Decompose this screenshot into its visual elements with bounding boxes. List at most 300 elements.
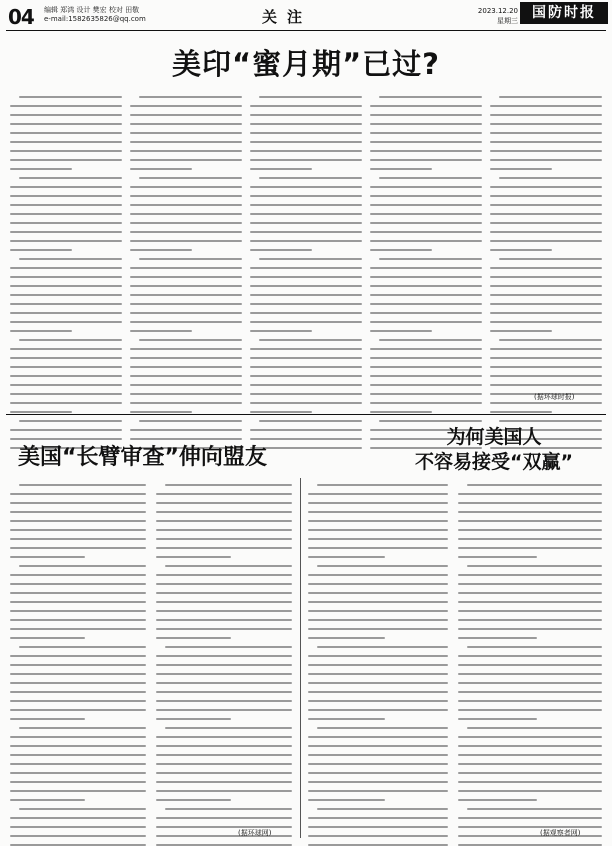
text-line — [458, 718, 537, 720]
text-line — [156, 709, 292, 711]
text-line — [250, 357, 362, 359]
text-line — [259, 258, 362, 260]
article-column — [308, 484, 448, 846]
text-line — [458, 700, 602, 702]
text-line — [10, 709, 146, 711]
text-line — [156, 781, 292, 783]
text-line — [250, 213, 362, 215]
text-line — [130, 294, 242, 296]
text-line — [250, 348, 362, 350]
column-separator — [300, 478, 301, 838]
text-line — [370, 249, 432, 251]
text-line — [370, 186, 482, 188]
text-line — [490, 312, 602, 314]
text-line — [458, 511, 602, 513]
text-line — [490, 357, 602, 359]
text-line — [490, 195, 602, 197]
text-line — [10, 790, 146, 792]
text-line — [130, 393, 242, 395]
text-line — [130, 429, 242, 431]
text-line — [490, 186, 602, 188]
text-line — [156, 799, 231, 801]
text-line — [370, 114, 482, 116]
text-line — [10, 429, 122, 431]
byline-credit: (据环球时报) — [534, 393, 575, 401]
text-line — [250, 312, 362, 314]
text-line — [250, 411, 312, 413]
text-line — [370, 312, 482, 314]
text-line — [10, 520, 146, 522]
text-line — [10, 763, 146, 765]
text-line — [370, 411, 432, 413]
text-line — [156, 772, 292, 774]
text-line — [458, 619, 602, 621]
text-line — [156, 682, 292, 684]
text-line — [458, 628, 602, 630]
text-line — [370, 375, 482, 377]
text-line — [317, 808, 448, 810]
text-line — [10, 294, 122, 296]
text-line — [130, 276, 242, 278]
text-line — [10, 610, 146, 612]
text-line — [308, 556, 385, 558]
text-line — [10, 511, 146, 513]
byline-credit: (据环球网) — [238, 829, 272, 837]
text-line — [10, 754, 146, 756]
text-line — [490, 123, 602, 125]
text-line — [308, 583, 448, 585]
text-line — [317, 727, 448, 729]
text-line — [490, 168, 552, 170]
text-line — [156, 583, 292, 585]
text-line — [130, 132, 242, 134]
section-title: 关注 — [262, 8, 313, 26]
text-line — [250, 330, 312, 332]
text-line — [10, 691, 146, 693]
text-line — [130, 213, 242, 215]
text-line — [10, 141, 122, 143]
text-line — [458, 673, 602, 675]
text-line — [308, 835, 448, 837]
text-line — [490, 249, 552, 251]
text-line — [490, 132, 602, 134]
text-line — [370, 276, 482, 278]
text-line — [370, 159, 482, 161]
text-line — [458, 538, 602, 540]
weekday: 星期三 — [497, 17, 518, 25]
text-line — [379, 420, 482, 422]
text-line — [499, 177, 602, 179]
text-line — [308, 772, 448, 774]
text-line — [130, 123, 242, 125]
text-line — [370, 231, 482, 233]
text-line — [250, 294, 362, 296]
text-line — [308, 547, 448, 549]
text-line — [130, 204, 242, 206]
text-line — [490, 375, 602, 377]
text-line — [19, 727, 146, 729]
text-line — [458, 772, 602, 774]
text-line — [379, 339, 482, 341]
text-line — [467, 727, 602, 729]
text-line — [370, 303, 482, 305]
text-line — [10, 249, 72, 251]
text-line — [156, 529, 292, 531]
article-column — [370, 96, 482, 456]
text-line — [308, 637, 385, 639]
text-line — [379, 177, 482, 179]
text-line — [139, 420, 242, 422]
text-line — [458, 493, 602, 495]
text-line — [10, 772, 146, 774]
text-line — [10, 664, 146, 666]
text-line — [156, 520, 292, 522]
text-line — [156, 691, 292, 693]
text-line — [250, 276, 362, 278]
text-line — [370, 357, 482, 359]
text-line — [130, 195, 242, 197]
text-line — [308, 529, 448, 531]
text-line — [19, 258, 122, 260]
text-line — [10, 682, 146, 684]
text-line — [308, 610, 448, 612]
text-line — [10, 628, 146, 630]
text-line — [467, 484, 602, 486]
text-line — [250, 159, 362, 161]
text-line — [458, 691, 602, 693]
text-line — [370, 294, 482, 296]
text-line — [165, 484, 292, 486]
text-line — [490, 366, 602, 368]
text-line — [458, 601, 602, 603]
text-line — [10, 700, 146, 702]
masthead-logo: 国防时报 — [520, 2, 608, 24]
text-line — [458, 754, 602, 756]
text-line — [458, 664, 602, 666]
text-line — [370, 123, 482, 125]
text-line — [10, 393, 122, 395]
text-line — [10, 574, 146, 576]
text-line — [10, 835, 146, 837]
text-line — [10, 285, 122, 287]
text-line — [130, 366, 242, 368]
text-line — [10, 168, 72, 170]
text-line — [370, 141, 482, 143]
text-line — [10, 826, 146, 828]
text-line — [156, 637, 231, 639]
text-line — [308, 709, 448, 711]
text-line — [250, 393, 362, 395]
text-line — [250, 249, 312, 251]
text-line — [370, 267, 482, 269]
text-line — [156, 664, 292, 666]
text-line — [490, 348, 602, 350]
text-line — [308, 781, 448, 783]
text-line — [10, 222, 122, 224]
text-line — [458, 610, 602, 612]
text-line — [165, 808, 292, 810]
text-line — [10, 592, 146, 594]
text-line — [156, 619, 292, 621]
text-line — [458, 736, 602, 738]
text-line — [458, 799, 537, 801]
text-line — [10, 204, 122, 206]
text-line — [156, 601, 292, 603]
left-headline: 美国“长臂审查”伸向盟友 — [18, 445, 267, 470]
text-line — [130, 312, 242, 314]
text-line — [156, 826, 292, 828]
text-line — [499, 96, 602, 98]
text-line — [379, 96, 482, 98]
text-line — [308, 763, 448, 765]
text-line — [156, 511, 292, 513]
article-column — [156, 484, 292, 846]
text-line — [10, 619, 146, 621]
text-line — [458, 763, 602, 765]
text-line — [10, 637, 85, 639]
text-line — [308, 601, 448, 603]
text-line — [10, 303, 122, 305]
text-line — [379, 258, 482, 260]
text-line — [10, 267, 122, 269]
text-line — [308, 718, 385, 720]
text-line — [10, 384, 122, 386]
text-line — [10, 375, 122, 377]
text-line — [308, 673, 448, 675]
text-line — [308, 700, 448, 702]
text-line — [10, 276, 122, 278]
text-line — [458, 502, 602, 504]
text-line — [250, 402, 362, 404]
text-line — [308, 619, 448, 621]
text-line — [130, 285, 242, 287]
text-line — [10, 195, 122, 197]
text-line — [490, 276, 602, 278]
date: 2023.12.20 — [477, 7, 518, 15]
text-line — [490, 294, 602, 296]
article-column — [10, 484, 146, 846]
text-line — [370, 132, 482, 134]
text-line — [250, 321, 362, 323]
text-line — [10, 357, 122, 359]
text-line — [308, 790, 448, 792]
text-line — [458, 709, 602, 711]
article-column — [10, 96, 122, 456]
text-line — [10, 348, 122, 350]
text-line — [370, 240, 482, 242]
text-line — [250, 231, 362, 233]
email-line: e-mail:1582635826@qq.com — [44, 15, 146, 23]
text-line — [130, 105, 242, 107]
text-line — [10, 366, 122, 368]
text-line — [250, 186, 362, 188]
text-line — [490, 384, 602, 386]
text-line — [308, 538, 448, 540]
text-line — [19, 96, 122, 98]
text-line — [19, 177, 122, 179]
text-line — [130, 330, 192, 332]
text-line — [156, 493, 292, 495]
text-line — [490, 141, 602, 143]
text-line — [156, 610, 292, 612]
text-line — [139, 96, 242, 98]
text-line — [317, 646, 448, 648]
text-line — [458, 682, 602, 684]
text-line — [139, 177, 242, 179]
text-line — [156, 736, 292, 738]
text-line — [490, 222, 602, 224]
text-line — [259, 339, 362, 341]
text-line — [499, 420, 602, 422]
text-line — [250, 285, 362, 287]
text-line — [250, 195, 362, 197]
text-line — [308, 574, 448, 576]
text-line — [308, 817, 448, 819]
text-line — [10, 186, 122, 188]
text-line — [10, 817, 146, 819]
text-line — [10, 132, 122, 134]
text-line — [156, 556, 231, 558]
text-line — [10, 493, 146, 495]
text-line — [370, 393, 482, 395]
text-line — [19, 808, 146, 810]
text-line — [490, 285, 602, 287]
text-line — [250, 240, 362, 242]
text-line — [130, 402, 242, 404]
text-line — [370, 285, 482, 287]
text-line — [490, 267, 602, 269]
text-line — [130, 186, 242, 188]
text-line — [308, 826, 448, 828]
top-headline: 美印“蜜月期”已过? — [172, 47, 440, 81]
text-line — [370, 204, 482, 206]
text-line — [490, 150, 602, 152]
text-line — [165, 727, 292, 729]
article-column — [130, 96, 242, 456]
text-line — [10, 745, 146, 747]
text-line — [130, 384, 242, 386]
text-line — [156, 574, 292, 576]
text-line — [130, 321, 242, 323]
text-line — [19, 565, 146, 567]
text-line — [156, 700, 292, 702]
text-line — [10, 159, 122, 161]
text-line — [156, 817, 292, 819]
text-line — [490, 204, 602, 206]
text-line — [308, 736, 448, 738]
text-line — [250, 366, 362, 368]
text-line — [156, 673, 292, 675]
text-line — [490, 114, 602, 116]
text-line — [458, 574, 602, 576]
text-line — [499, 339, 602, 341]
text-line — [499, 258, 602, 260]
text-line — [130, 240, 242, 242]
text-line — [130, 222, 242, 224]
text-line — [308, 502, 448, 504]
text-line — [156, 628, 292, 630]
text-line — [370, 168, 432, 170]
text-line — [250, 168, 312, 170]
text-line — [467, 565, 602, 567]
page-header — [0, 0, 612, 32]
text-line — [458, 637, 537, 639]
text-line — [308, 664, 448, 666]
text-line — [259, 177, 362, 179]
article-column — [490, 96, 602, 456]
text-line — [458, 781, 602, 783]
text-line — [19, 339, 122, 341]
text-line — [370, 213, 482, 215]
text-line — [130, 411, 192, 413]
text-line — [467, 808, 602, 810]
text-line — [10, 321, 122, 323]
text-line — [458, 529, 602, 531]
text-line — [458, 556, 537, 558]
text-line — [250, 132, 362, 134]
text-line — [250, 375, 362, 377]
text-line — [156, 745, 292, 747]
text-line — [370, 222, 482, 224]
text-line — [308, 511, 448, 513]
text-line — [10, 736, 146, 738]
text-line — [130, 267, 242, 269]
text-line — [458, 520, 602, 522]
text-line — [10, 538, 146, 540]
text-line — [370, 348, 482, 350]
text-line — [490, 159, 602, 161]
text-line — [370, 105, 482, 107]
text-line — [308, 682, 448, 684]
text-line — [308, 754, 448, 756]
text-line — [130, 303, 242, 305]
text-line — [10, 123, 122, 125]
text-line — [10, 655, 146, 657]
text-line — [19, 420, 122, 422]
text-line — [156, 790, 292, 792]
text-line — [308, 592, 448, 594]
text-line — [250, 429, 362, 431]
editor-line: 编辑 郑鸿 设计 樊宏 校对 田敬 — [44, 6, 140, 14]
text-line — [156, 718, 231, 720]
byline-credit: (据观察者网) — [540, 829, 581, 837]
text-line — [10, 529, 146, 531]
text-line — [10, 718, 85, 720]
text-line — [10, 502, 146, 504]
text-line — [370, 150, 482, 152]
text-line — [490, 321, 602, 323]
page-number: 04 — [8, 5, 34, 29]
text-line — [308, 628, 448, 630]
right-headline — [394, 425, 594, 475]
text-line — [165, 565, 292, 567]
text-line — [130, 231, 242, 233]
text-line — [10, 231, 122, 233]
text-line — [250, 384, 362, 386]
text-line — [10, 402, 122, 404]
text-line — [490, 303, 602, 305]
text-line — [10, 601, 146, 603]
article-column — [458, 484, 602, 846]
article-column — [250, 96, 362, 456]
text-line — [458, 817, 602, 819]
text-line — [10, 556, 85, 558]
right-headline-line1: 为何美国人 — [446, 426, 542, 448]
text-line — [10, 105, 122, 107]
text-line — [317, 565, 448, 567]
text-line — [130, 249, 192, 251]
text-line — [156, 835, 292, 837]
